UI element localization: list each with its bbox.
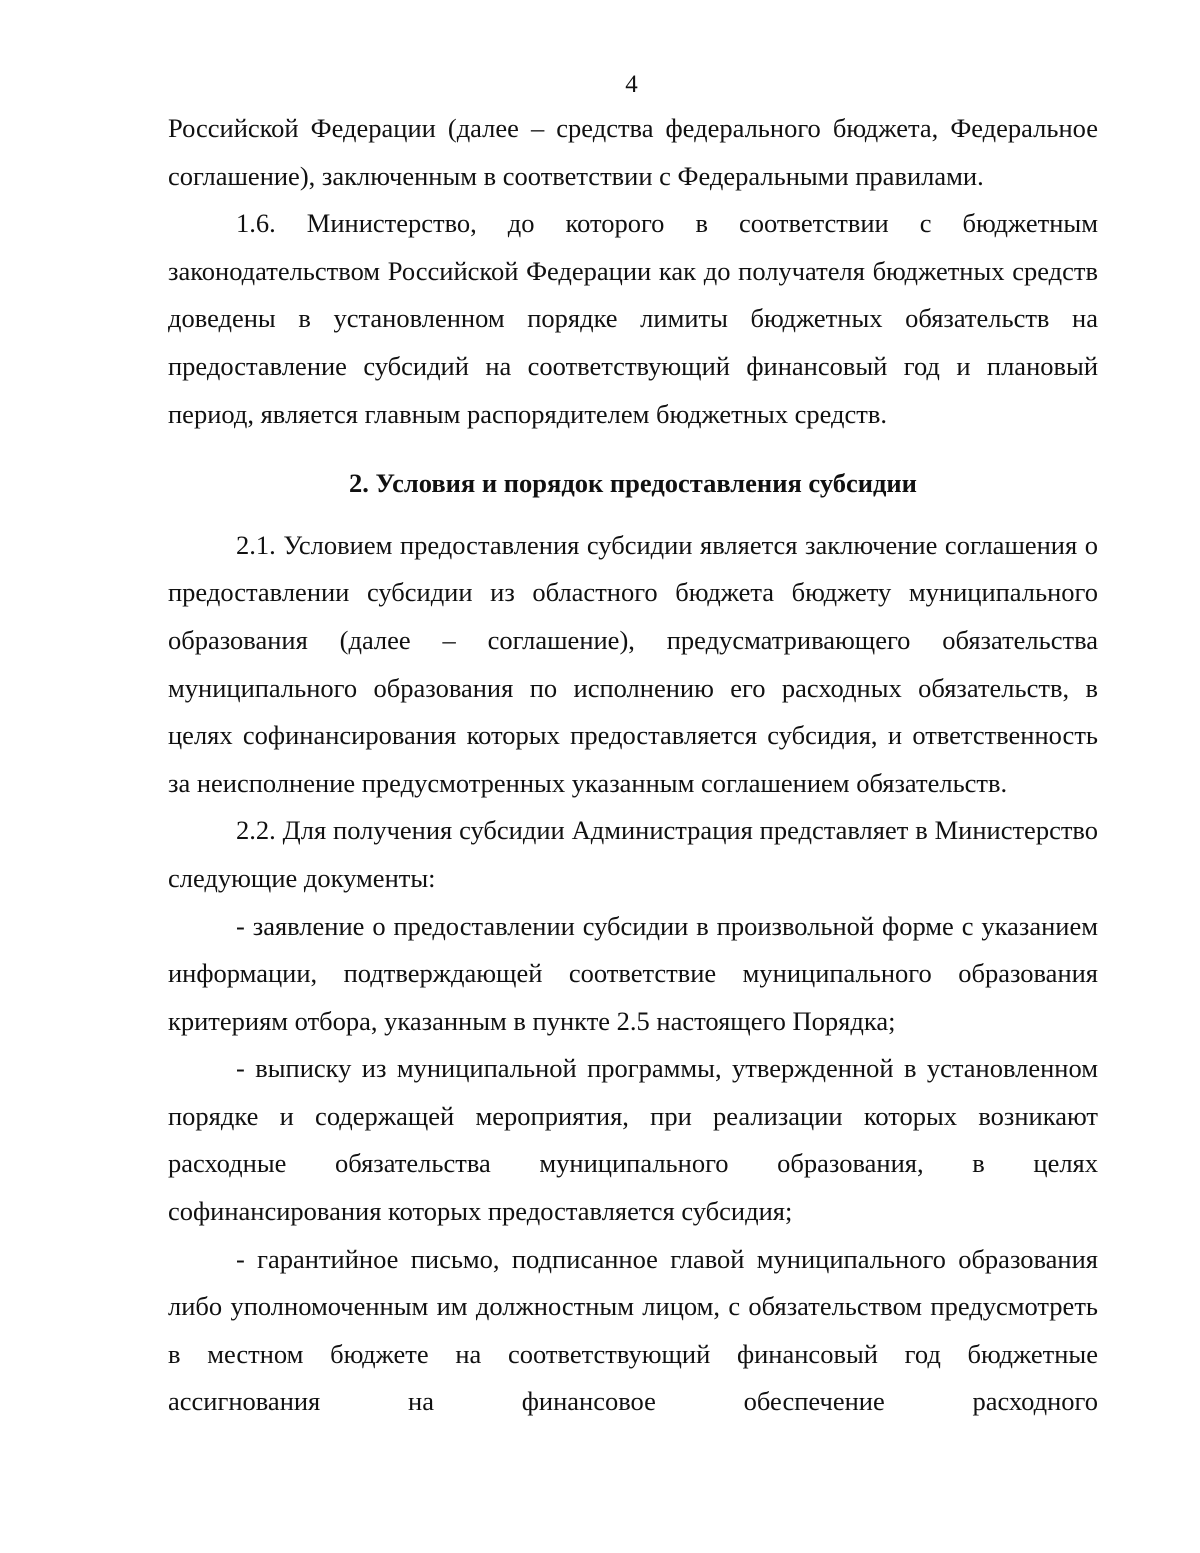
spacer	[168, 438, 1098, 460]
list-item: - гарантийное письмо, подписанное главой муниципального образования либо уполномоченным им должностным лицом, с обязательством предусмотреть в местном бюджете на соответствующий финансовый год бюджетные ассигнования на финансовое обеспечение расходного	[168, 1243, 1098, 1417]
paragraph-1-6: 1.6. Министерство, до которого в соответствии с бюджетным законодательством Российской Федерации как до получателя бюджетных средств доведены в установленном порядке лимиты бюджетных обязательств на предоставление субсидий на соответствующий финансовый год и плановый период, является главным распорядителем бюджетных средств.	[168, 208, 1098, 429]
list-item: - заявление о предоставлении субсидии в произвольной форме с указанием информации, подтверждающей соответствие муниципального образования критериям отбора, указанным в пункте 2.5 настоящего Порядка;	[168, 910, 1098, 1036]
paragraph-2-2: 2.2. Для получения субсидии Администрация представляет в Министерство следующие документы:	[168, 815, 1098, 893]
document-body	[168, 105, 1098, 1426]
page-number: 4	[625, 71, 638, 98]
section-2-heading: 2. Условия и порядок предоставления субсидии	[349, 468, 917, 499]
paragraph-2-1: 2.1. Условием предоставления субсидии является заключение соглашения о предоставлении субсидии из областного бюджета бюджету муниципального образования (далее – соглашение), предусматривающего обязательства муниципального образования по исполнению его расходных обязательств, в целях софинансирования которых предоставляется субсидия, и ответственность за неисполнение предусмотренных указанным соглашением обязательств.	[168, 529, 1098, 798]
spacer	[168, 508, 1098, 522]
paragraph-continuation: Российской Федерации (далее – средства федерального бюджета, Федеральное соглашение), заключенным в соответствии с Федеральными правилами.	[168, 113, 1098, 191]
list-item: - выписку из муниципальной программы, утвержденной в установленном порядке и содержащей мероприятия, при реализации которых возникают расходные обязательства муниципального образования, в целях софинансирования которых предоставляется субсидия;	[168, 1053, 1098, 1227]
